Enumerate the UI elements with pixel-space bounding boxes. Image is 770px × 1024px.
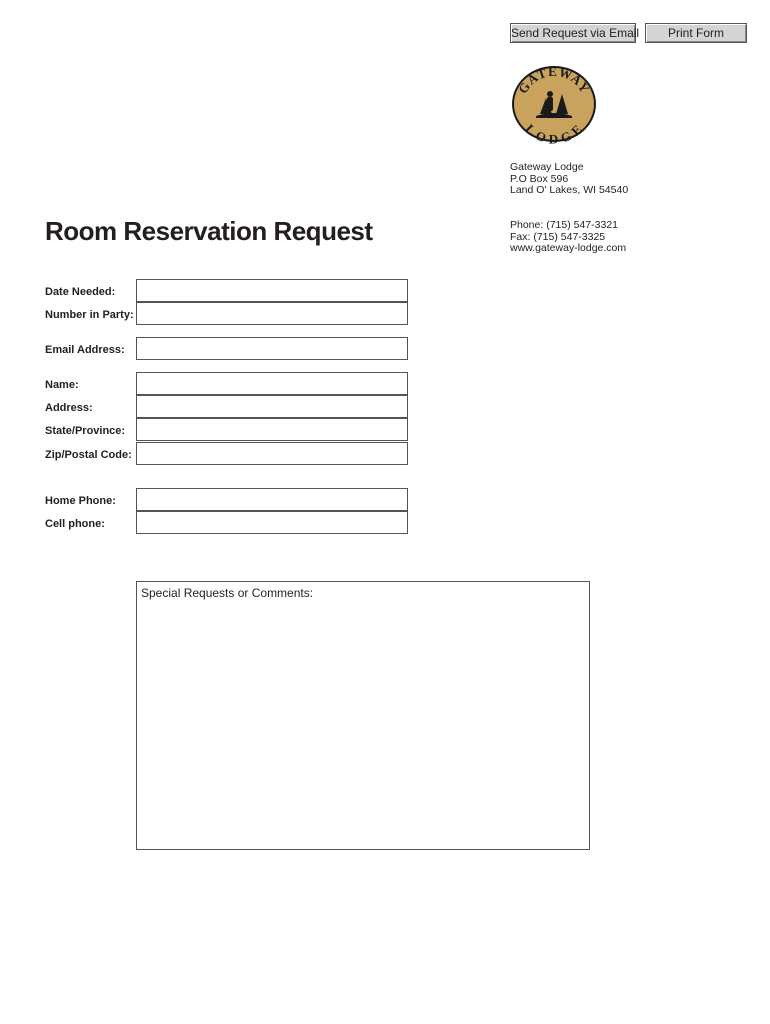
date-needed-field[interactable]: [136, 279, 408, 302]
form-title: Room Reservation Request: [45, 216, 373, 246]
print-form-button[interactable]: Print Form: [645, 23, 747, 43]
special-requests-label: Special Requests or Comments:: [141, 586, 314, 600]
cell-phone-label: Cell phone:: [45, 518, 105, 530]
home-phone-field[interactable]: [136, 488, 408, 511]
gateway-lodge-logo: [510, 64, 598, 144]
email-address-label: Email Address:: [45, 344, 125, 356]
send-request-email-button[interactable]: Send Request via Email: [510, 23, 636, 43]
lodge-address: [510, 162, 628, 197]
email-address-field[interactable]: [136, 337, 408, 360]
zip-postal-code-field[interactable]: [136, 442, 408, 465]
state-province-label: State/Province:: [45, 425, 126, 437]
number-in-party-field[interactable]: [136, 302, 408, 325]
address-field[interactable]: [136, 395, 408, 418]
state-province-field[interactable]: [136, 418, 408, 441]
address-line-3: Land O' Lakes, WI 54540: [510, 184, 629, 197]
address-line-1: Gateway Lodge: [510, 161, 584, 173]
phone-text: Phone: (715) 547-3321: [510, 219, 618, 231]
name-field[interactable]: [136, 372, 408, 395]
website-text: www.gateway-lodge.com: [510, 242, 627, 255]
logo-top-text: GATEWAY: [515, 64, 593, 97]
cell-phone-field[interactable]: [136, 511, 408, 534]
address-line-2: P.O Box 596: [510, 172, 569, 185]
number-in-party-label: Number in Party:: [45, 309, 134, 321]
lodge-contact: [510, 220, 626, 255]
fax-text: Fax: (715) 547-3325: [510, 230, 606, 243]
address-label: Address:: [45, 402, 93, 414]
logo-bottom-text: LODGE: [522, 121, 586, 144]
name-label: Name:: [45, 379, 79, 391]
date-needed-label: Date Needed:: [45, 286, 116, 298]
special-requests-textarea[interactable]: [136, 581, 590, 850]
home-phone-label: Home Phone:: [45, 495, 116, 507]
zip-postal-code-label: Zip/Postal Code:: [45, 449, 132, 461]
